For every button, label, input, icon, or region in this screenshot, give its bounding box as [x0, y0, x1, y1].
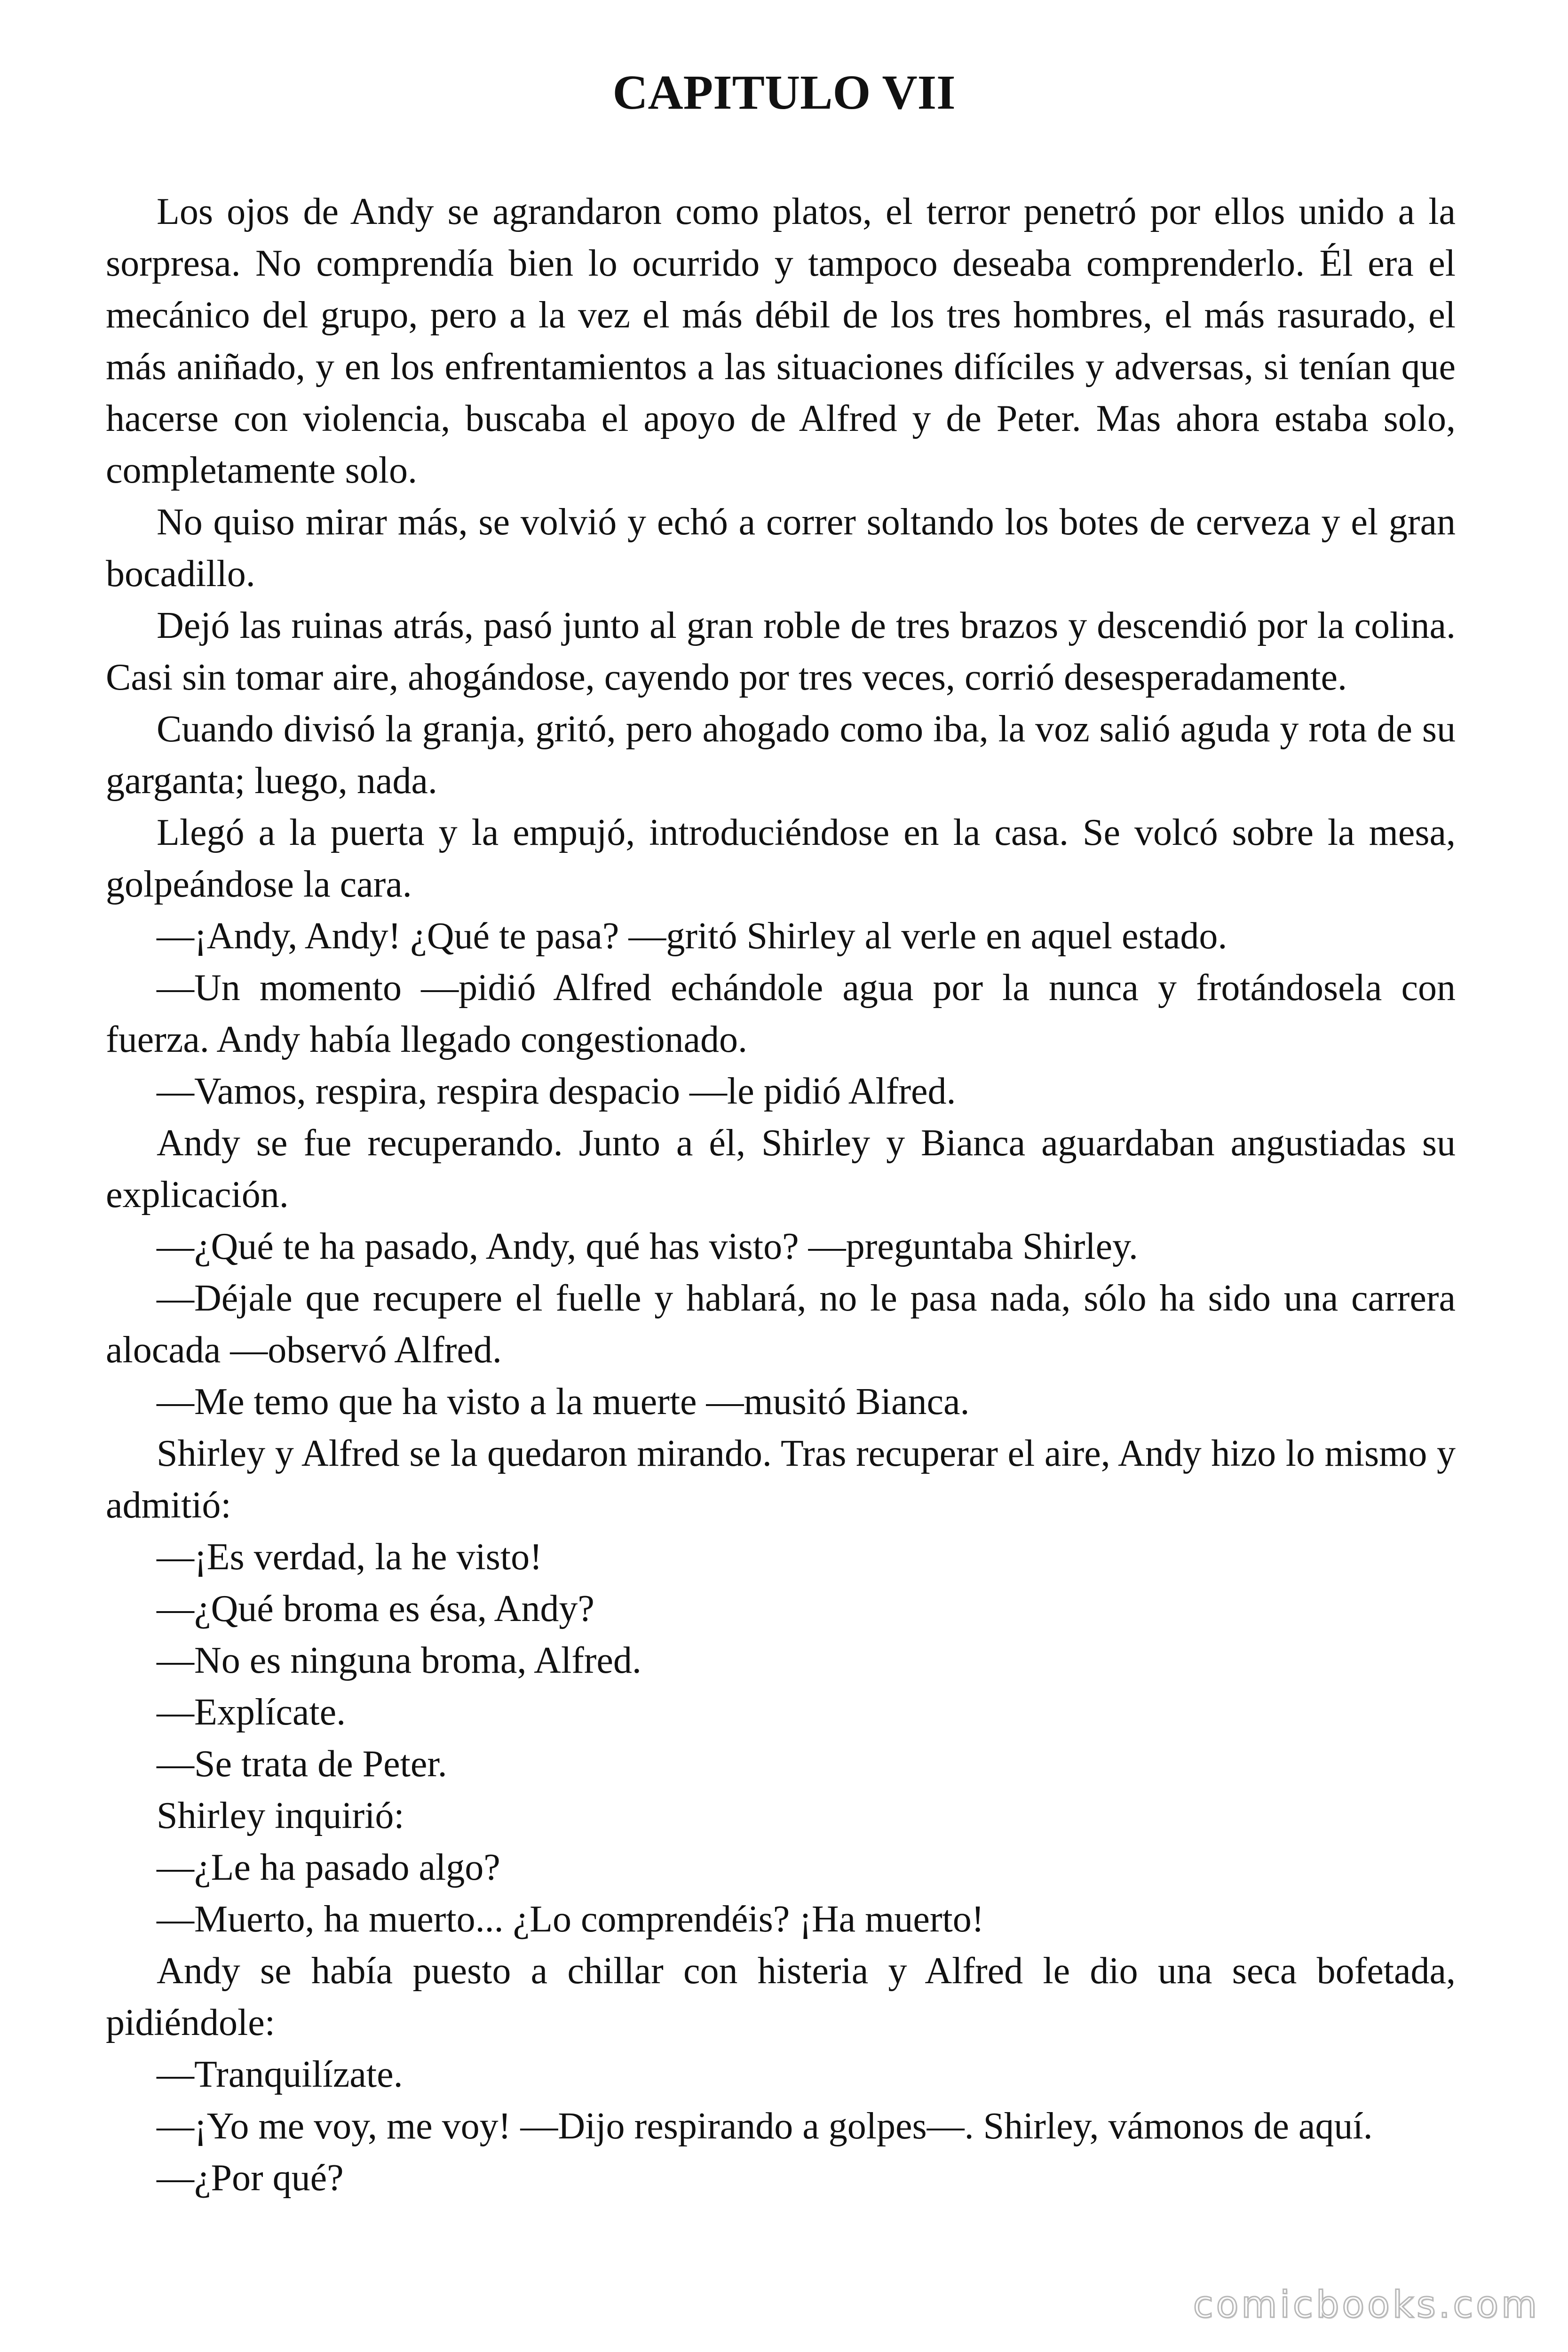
- paragraph: Cuando divisó la granja, gritó, pero ahogado como iba, la voz salió aguda y rota de su garganta; luego, nada.: [106, 708, 1456, 802]
- dialogue-line: —Déjale que recupere el fuelle y hablará, no le pasa nada, sólo ha sido una carrera alocada —observó Alfred.: [106, 1278, 1456, 1371]
- dialogue-line: —Tranquilízate.: [157, 2054, 403, 2095]
- dialogue-line: —Muerto, ha muerto... ¿Lo comprendéis? ¡Ha muerto!: [157, 1899, 984, 1940]
- paragraph: No quiso mirar más, se volvió y echó a correr soltando los botes de cerveza y el gran bocadillo.: [106, 501, 1456, 595]
- dialogue-line: —Vamos, respira, respira despacio —le pidió Alfred.: [157, 1071, 956, 1112]
- paragraph: Andy se fue recuperando. Junto a él, Shirley y Bianca aguardaban angustiadas su explicación.: [106, 1122, 1456, 1216]
- dialogue-line: —Se trata de Peter.: [157, 1743, 447, 1785]
- dialogue-line: —¡Andy, Andy! ¿Qué te pasa? —gritó Shirley al verle en aquel estado.: [157, 915, 1227, 957]
- dialogue-line: —No es ninguna broma, Alfred.: [157, 1640, 641, 1681]
- dialogue-line: —¿Qué broma es ésa, Andy?: [157, 1588, 594, 1629]
- dialogue-line: —¿Qué te ha pasado, Andy, qué has visto? —preguntaba Shirley.: [157, 1226, 1138, 1267]
- chapter-title: CAPITULO VII: [612, 65, 956, 119]
- paragraph: Andy se había puesto a chillar con histeria y Alfred le dio una seca bofetada, pidiéndole:: [106, 1950, 1456, 2043]
- dialogue-line: —Me temo que ha visto a la muerte —musitó Bianca.: [157, 1381, 970, 1422]
- chapter-text: [106, 186, 1456, 2204]
- paragraph: Los ojos de Andy se agrandaron como platos, el terror penetró por ellos unido a la sorpresa. No comprendía bien lo ocurrido y tampoco deseaba comprenderlo. Él era el mecánico del grupo, pero a la vez el más débil de los tres hombres, el más rasurado, el más aniñado, y en los enfrentamientos a las situaciones difíciles y adversas, si tenían que hacerse con violencia, buscaba el apoyo de Alfred y de Peter. Mas ahora estaba solo, completamente solo.: [106, 191, 1456, 491]
- dialogue-line: —Un momento —pidió Alfred echándole agua por la nunca y frotándosela con fuerza. Andy había llegado congestionado.: [106, 967, 1456, 1060]
- dialogue-line: —¿Le ha pasado algo?: [157, 1847, 500, 1888]
- paragraph: Shirley inquirió:: [157, 1795, 404, 1836]
- paragraph: Dejó las ruinas atrás, pasó junto al gran roble de tres brazos y descendió por la colina. Casi sin tomar aire, ahogándose, cayendo por tres veces, corrió desesperadamente.: [106, 605, 1456, 698]
- watermark-logo: comicbooks.com: [1193, 2284, 1540, 2326]
- dialogue-line: —Explícate.: [157, 1692, 346, 1733]
- dialogue-line: —¿Por qué?: [157, 2157, 344, 2199]
- dialogue-line: —¡Es verdad, la he visto!: [157, 1536, 542, 1578]
- dialogue-line: —¡Yo me voy, me voy! —Dijo respirando a golpes—. Shirley, vámonos de aquí.: [157, 2106, 1373, 2147]
- paragraph: Shirley y Alfred se la quedaron mirando. Tras recuperar el aire, Andy hizo lo mismo y admitió:: [106, 1433, 1456, 1526]
- paragraph: Llegó a la puerta y la empujó, introduciéndose en la casa. Se volcó sobre la mesa, golpeándose la cara.: [106, 812, 1456, 905]
